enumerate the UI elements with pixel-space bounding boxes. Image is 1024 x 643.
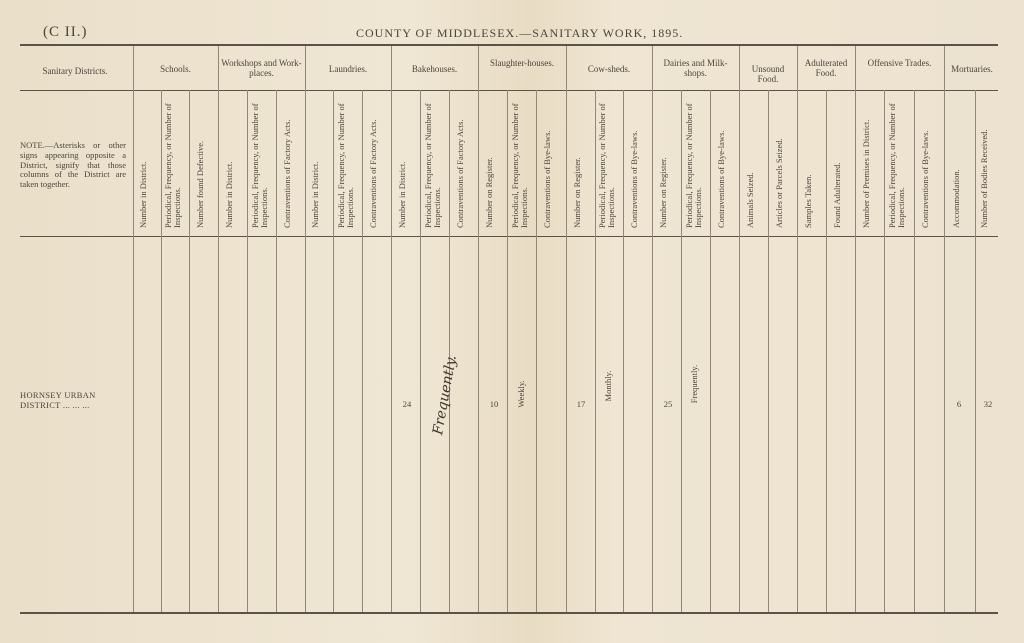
column-header: Periodical, Frequency, or Number of Inspections. — [509, 103, 529, 228]
group-header: Unsound Food. — [751, 64, 785, 85]
dairies-inspections-cell: Frequently. — [689, 364, 699, 404]
column-header: Accommodation. — [950, 169, 961, 228]
group-rule — [478, 46, 479, 612]
group-rule — [944, 46, 945, 612]
column-header: Periodical, Frequency, or Number of Inspections. — [597, 103, 616, 228]
column-header: Number on Register. — [657, 157, 668, 228]
column-header: Contraventions of Factory Acts. — [454, 119, 465, 228]
group-header: Cow-sheds. — [587, 64, 631, 74]
column-header: Number in District. — [223, 161, 234, 228]
group-rule — [739, 46, 740, 612]
top-rule — [20, 44, 998, 46]
column-header: Number in District. — [396, 161, 407, 228]
column-rule — [420, 90, 421, 612]
column-header: Articles or Parcels Seized. — [773, 138, 784, 228]
column-header: Number of Bodies Received. — [978, 129, 989, 228]
group-header: Bakehouses. — [411, 64, 458, 74]
mortuaries-accommodation-cell: 6 — [956, 399, 962, 409]
group-header: Slaughter-houses. — [489, 58, 555, 68]
column-header: Periodical, Frequency, or Number of Inspections. — [249, 103, 269, 228]
group-header: Offensive Trades. — [867, 58, 932, 68]
group-header: Schools. — [160, 64, 191, 74]
column-header: Animals Seized. — [744, 172, 755, 228]
cowsheds-inspections-cell: Monthly. — [603, 370, 613, 402]
column-header: Number on Register. — [571, 157, 582, 228]
column-rule — [914, 90, 915, 612]
column-header: Number in District. — [310, 161, 320, 228]
dairies-number-cell: 25 — [663, 399, 673, 409]
column-header: Contraventions of Factory Acts. — [367, 119, 378, 228]
slaughter-inspections-cell: Weekly. — [516, 380, 526, 408]
column-header: Contraventions of Bye-laws. — [628, 130, 639, 228]
district-column-header: Sanitary Districts. — [42, 66, 108, 76]
column-header: Number in District. — [138, 161, 148, 228]
group-rule — [391, 46, 392, 612]
column-header: Number on Register. — [483, 157, 494, 228]
column-header: Periodical, Frequency, or Number of Inspections. — [163, 103, 182, 228]
column-header: Contraventions of Bye-laws. — [715, 130, 726, 228]
column-header: Periodical, Frequency, or Number of Inspections. — [683, 103, 703, 228]
group-rule — [566, 46, 567, 612]
column-rule — [189, 90, 190, 612]
column-rule — [507, 90, 508, 612]
group-header: Adulterated Food. — [804, 58, 848, 79]
column-header: Number of Premises in District. — [860, 119, 871, 228]
column-header: Contraventions of Bye-laws. — [542, 130, 552, 228]
bottom-rule — [20, 612, 998, 614]
page-title: COUNTY OF MIDDLESEX.—SANITARY WORK, 1895. — [356, 26, 684, 40]
group-rule — [133, 46, 134, 612]
group-header: Workshops and Work-places. — [221, 58, 302, 79]
group-header: Mortuaries. — [951, 64, 993, 74]
column-rule — [333, 90, 334, 612]
bakehouses-number-cell: 24 — [402, 399, 412, 409]
column-rule — [768, 90, 769, 612]
column-header: Contraventions of Bye-laws. — [920, 130, 930, 228]
column-rule — [536, 90, 537, 612]
column-rule — [595, 90, 596, 612]
column-header: Periodical, Frequency, or Number of Inspections. — [887, 103, 906, 228]
column-rule — [276, 90, 277, 612]
column-header: Found Adulterated. — [831, 162, 842, 228]
mortuaries-bodies-cell: 32 — [983, 399, 993, 409]
group-rule — [855, 46, 856, 612]
column-rule — [161, 90, 162, 612]
slaughter-number-cell: 10 — [489, 399, 499, 409]
column-rule — [247, 90, 248, 612]
group-rule — [797, 46, 798, 612]
group-header: Dairies and Milk-shops. — [663, 58, 728, 79]
group-header: Laundries. — [328, 64, 368, 74]
column-header: Periodical, Frequency, or Number of Inspections. — [335, 103, 355, 228]
table-code: (C II.) — [43, 24, 88, 40]
column-rule — [623, 90, 624, 612]
column-rule — [975, 90, 976, 612]
group-rule — [305, 46, 306, 612]
column-rule — [826, 90, 827, 612]
column-rule — [710, 90, 711, 612]
column-header: Contraventions of Factory Acts. — [281, 119, 292, 228]
footnote: NOTE.—Asterisks or other signs appearing opposite a District, signify that those columns of the District are taken together. — [20, 140, 126, 190]
subheader-rule — [20, 236, 998, 237]
district-name: HORNSEY URBAN DISTRICT ... ... ... — [20, 390, 96, 411]
column-header: Samples Taken. — [802, 174, 813, 228]
column-header: Periodical, Frequency, or Number of Inspections. — [422, 103, 442, 228]
column-rule — [884, 90, 885, 612]
column-rule — [681, 90, 682, 612]
cowsheds-number-cell: 17 — [576, 399, 586, 409]
column-rule — [362, 90, 363, 612]
group-rule — [218, 46, 219, 612]
group-rule — [652, 46, 653, 612]
bakehouses-inspections-cell: Frequently. — [430, 353, 460, 437]
column-header: Number found Defective. — [194, 140, 205, 228]
